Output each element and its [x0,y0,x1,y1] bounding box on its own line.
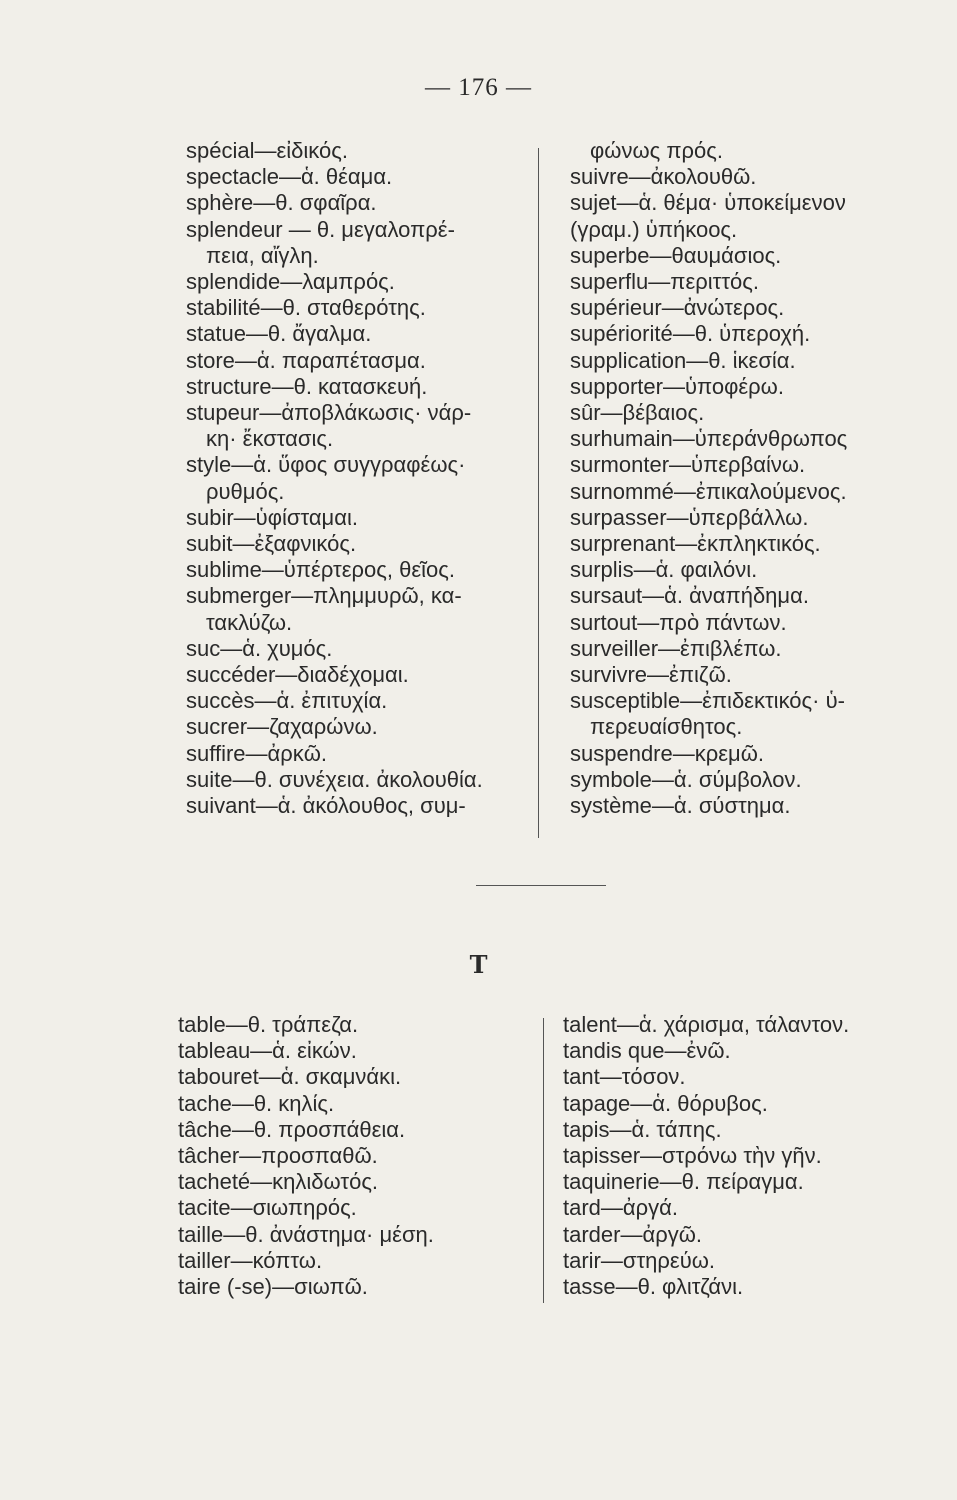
entry: sucrer—ζαχαρώνω. [186,714,378,740]
entry-continuation: (γραμ.) ὑπήκοος. [570,216,738,242]
entry: sujet—ἁ. θέμα· ὑποκείμενον [570,190,846,216]
entry: tailler—κόπτω. [178,1247,323,1273]
section-heading: T [469,950,488,979]
entry: sphère—θ. σφαῖρα. [186,190,377,216]
entry: tard—ἀργά. [563,1195,678,1221]
entry: subit—ἐξαφνικός. [186,531,357,557]
entry: tapage—ἁ. θόρυβος. [563,1090,768,1116]
entry: sublime—ὑπέρτερος, θεῖος. [186,557,455,583]
entry: suc—ἁ. χυμός. [186,635,333,661]
entry-continuation: περευαίσθητος. [590,714,743,740]
s-entries-left-column [186,138,526,819]
entry: surnommé—ἐπικαλούμενος. [570,478,847,504]
entry: superflu—περιττός. [570,269,759,295]
entry: tarder—ἀργῶ. [563,1221,702,1247]
t-entries-left-column [178,1012,518,1300]
entry: talent—ἁ. χάρισμα, τάλαντον. [563,1012,850,1037]
entry: stupeur—ἀποβλάκωσις· νάρ- [186,400,472,426]
entry: splendeur — θ. μεγαλοπρέ- [186,216,455,242]
entry: tant—τόσον. [563,1064,686,1090]
entry: spécial—εἰδικός. [186,138,348,163]
entry: tabouret—ἁ. σκαμνάκι. [178,1064,402,1090]
entry: tâcher—προσπαθῶ. [178,1143,378,1169]
entry: supporter—ὑποφέρω. [570,373,784,399]
entry: suite—θ. συνέχεια. ἀκολουθία. [186,766,483,792]
entry: tandis que—ἐνῶ. [563,1038,731,1064]
column-divider [543,1018,544,1303]
entry: taire (-se)—σιωπῶ. [178,1274,368,1300]
entry: symbole—ἁ. σύμβολον. [570,766,802,792]
entry: splendide—λαμπρός. [186,269,395,295]
entry: store—ἁ. παραπέτασμα. [186,347,426,373]
entry: tacheté—κηλιδωτός. [178,1169,379,1195]
entry: surpasser—ὑπερβάλλω. [570,504,809,530]
entry: tapisser—στρόνω τὴν γῆν. [563,1143,822,1169]
entry-continuation: ρυθμός. [206,478,285,504]
entry: subir—ὑφίσταμαι. [186,504,358,530]
entry: tarir—στηρεύω. [563,1247,716,1273]
entry: taille—θ. ἀνάστημα· μέση. [178,1221,434,1247]
entry: susceptible—ἐπιδεκτικός· ὑ- [570,688,845,714]
entry: suspendre—κρεμῶ. [570,740,765,766]
entry: sursaut—ἁ. ἀναπήδημα. [570,583,809,609]
entry: stabilité—θ. σταθερότης. [186,295,426,321]
entry: suivant—ἁ. ἀκόλουθος, συμ- [186,793,466,819]
entry: tasse—θ. φλιτζάνι. [563,1274,744,1300]
entry: succéder—διαδέχομαι. [186,662,409,688]
entry: statue—θ. ἄγαλμα. [186,321,372,347]
entry: système—ἁ. σύστημα. [570,793,791,819]
s-entries-right-column [570,138,915,819]
entry: surhumain—ὑπεράνθρωπος [570,426,848,452]
section-rule [476,885,606,886]
entry: spectacle—ἁ. θέαμα. [186,164,393,190]
entry: style—ἁ. ὕφος συγγραφέως· [186,452,466,478]
entry-continuation: κη· ἔκστασις. [206,426,334,452]
entry: superbe—θαυμάσιος. [570,242,782,268]
entry: suffire—ἀρκῶ. [186,740,328,766]
entry: surprenant—ἐκπληκτικός. [570,531,821,557]
t-entries-right-column [563,1012,908,1300]
entry-continuation: φώνως πρός. [590,138,723,163]
entry: surplis—ἁ. φαιλόνι. [570,557,758,583]
entry-continuation: πεια, αἴγλη. [206,242,319,268]
entry: succès—ἁ. ἐπιτυχία. [186,688,388,714]
entry: tableau—ἁ. εἰκών. [178,1038,357,1064]
entry: supplication—θ. ἱκεσία. [570,347,796,373]
page-number: — 176 — [425,74,532,101]
entry: taquinerie—θ. πείραγμα. [563,1169,804,1195]
entry: tache—θ. κηλίς. [178,1090,335,1116]
column-divider [538,148,539,838]
entry: tâche—θ. προσπάθεια. [178,1116,406,1142]
entry: surveiller—ἐπιβλέπω. [570,635,782,661]
entry-continuation: τακλύζω. [206,609,293,635]
entry: surmonter—ὑπερβαίνω. [570,452,806,478]
entry: tacite—σιωπηρός. [178,1195,357,1221]
entry: structure—θ. κατασκευή. [186,373,428,399]
entry: supériorité—θ. ὑπεροχή. [570,321,811,347]
entry: supérieur—ἀνώτερος. [570,295,785,321]
entry: survivre—ἐπιζῶ. [570,662,732,688]
entry: sûr—βέβαιος. [570,400,705,426]
entry: suivre—ἀκολουθῶ. [570,164,757,190]
entry: surtout—πρὸ πάντων. [570,609,787,635]
entry: table—θ. τράπεζα. [178,1012,359,1037]
entry: submerger—πλημμυρῶ, κα- [186,583,462,609]
entry: tapis—ἁ. τάπης. [563,1116,722,1142]
